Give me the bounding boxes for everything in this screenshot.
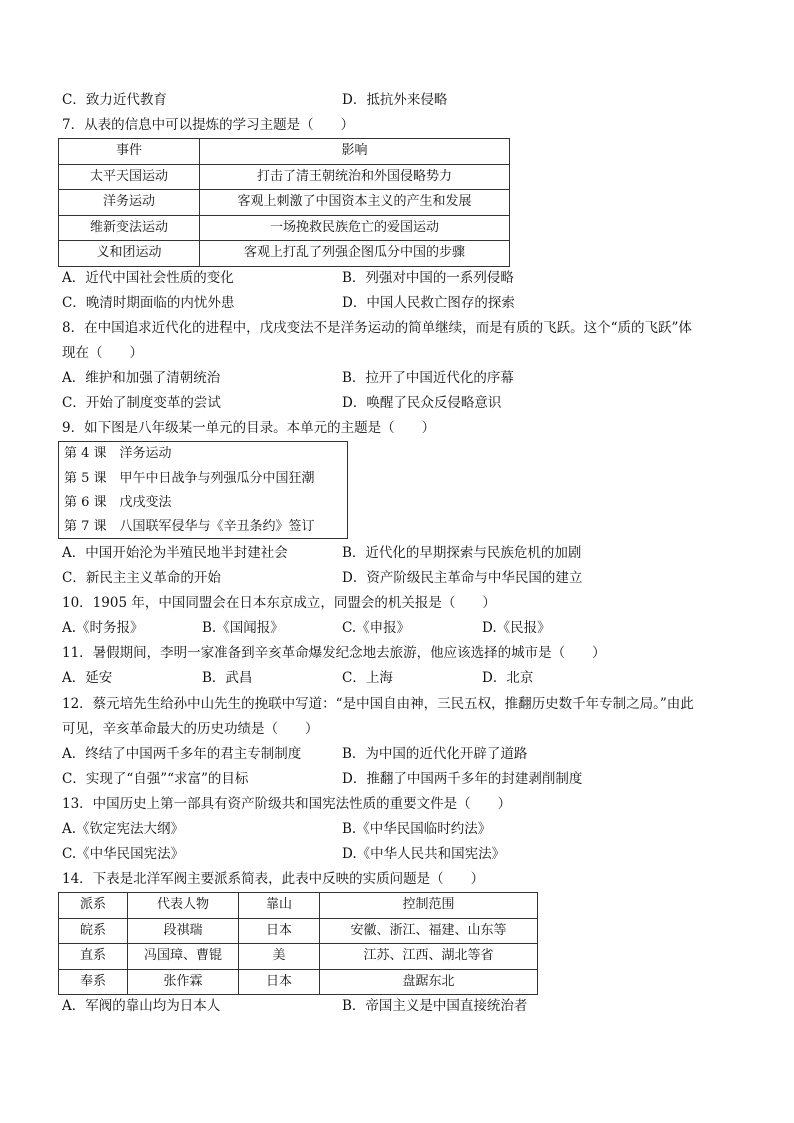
table-cell: 江苏、江西、湖北等省 (320, 944, 538, 970)
q11-option-b: B．武昌 (202, 670, 253, 686)
q9-option-d: D．资产阶级民主革命与中华民国的建立 (342, 570, 583, 586)
q13-option-b: B.《中华民国临时约法》 (342, 821, 492, 837)
table-header-cell: 事件 (59, 139, 200, 165)
q8-stem-line1: 8．在中国追求近代化的进程中，戊戌变法不是洋务运动的简单继续，而是有质的飞跃。这个“质的飞跃”体 (62, 320, 692, 336)
q9-option-c: C．新民主主义革命的开始 (62, 570, 221, 586)
table-header-cell: 控制范围 (320, 893, 538, 919)
table-cell: 洋务运动 (59, 190, 200, 216)
table-cell: 日本 (239, 918, 320, 944)
table-row (59, 944, 538, 970)
q8-option-a: A．维护和加强了清朝统治 (62, 370, 221, 386)
q7-option-b: B．列强对中国的一系列侵略 (342, 270, 514, 286)
table-cell: 打击了清王朝统治和外国侵略势力 (200, 164, 510, 190)
q9-table-of-contents (58, 441, 348, 539)
q12-option-c: C．实现了“自强”“求富”的目标 (62, 771, 249, 787)
q11-option-d: D．北京 (482, 670, 534, 686)
q14-table (58, 892, 538, 995)
table-cell: 客观上刺激了中国资本主义的产生和发展 (200, 190, 510, 216)
q6-option-d: D．抵抗外来侵略 (342, 92, 448, 108)
table-header-row (59, 893, 538, 919)
q12-option-a: A．终结了中国两千多年的君主专制制度 (62, 746, 302, 762)
table-cell: 盘踞东北 (320, 969, 538, 995)
table-header-cell: 影响 (200, 139, 510, 165)
q11-option-a: A．延安 (62, 670, 113, 686)
table-cell: 皖系 (59, 918, 128, 944)
table-cell: 张作霖 (128, 969, 239, 995)
table-row (59, 969, 538, 995)
table-row (59, 918, 538, 944)
q10-option-c: C.《申报》 (342, 620, 411, 636)
q7-stem: 7．从表的信息中可以提炼的学习主题是（ ） (62, 117, 355, 133)
q14-option-b: B．帝国主义是中国直接统治者 (342, 998, 528, 1014)
q7-table (58, 138, 510, 267)
q12-option-b: B．为中国的近代化开辟了道路 (342, 746, 528, 762)
q14-option-a: A．军阀的靠山均为日本人 (62, 998, 221, 1014)
table-cell: 段祺瑞 (128, 918, 239, 944)
q9-option-a: A．中国开始沦为半殖民地半封建社会 (62, 545, 288, 561)
table-cell: 一场挽救民族危亡的爱国运动 (200, 215, 510, 241)
q11-option-c: C．上海 (342, 670, 393, 686)
q8-stem-line2: 现在（ ） (62, 345, 143, 361)
table-row (59, 190, 510, 216)
q6-option-c: C．致力近代教育 (62, 92, 167, 108)
table-row (59, 241, 510, 267)
table-header-cell: 派系 (59, 893, 128, 919)
q12-stem-line2: 可见，辛亥革命最大的历史功绩是（ ） (62, 721, 319, 737)
table-row (59, 215, 510, 241)
toc-item: 第 4 课 洋务运动 (64, 446, 172, 461)
q11-stem: 11．暑假期间，李明一家准备到辛亥革命爆发纪念地去旅游，他应该选择的城市是（ ） (62, 645, 606, 661)
table-cell: 安徽、浙江、福建、山东等 (320, 918, 538, 944)
table-header-cell: 代表人物 (128, 893, 239, 919)
table-header-row (59, 139, 510, 165)
table-cell: 太平天国运动 (59, 164, 200, 190)
table-cell: 义和团运动 (59, 241, 200, 267)
q12-option-d: D．推翻了中国两千多年的封建剥削制度 (342, 771, 583, 787)
toc-item: 第 6 课 戊戌变法 (64, 495, 172, 510)
q9-option-b: B．近代化的早期探索与民族危机的加剧 (342, 545, 582, 561)
q8-option-c: C．开始了制度变革的尝试 (62, 395, 221, 411)
q10-option-a: A.《时务报》 (62, 620, 144, 636)
toc-item: 第 7 课 八国联军侵华与《辛丑条约》签订 (64, 519, 315, 534)
table-cell: 冯国璋、曹锟 (128, 944, 239, 970)
q8-option-d: D．唤醒了民众反侵略意识 (342, 395, 502, 411)
table-cell: 直系 (59, 944, 128, 970)
q13-stem: 13．中国历史上第一部具有资产阶级共和国宪法性质的重要文件是（ ） (62, 796, 512, 812)
table-cell: 维新变法运动 (59, 215, 200, 241)
q7-option-d: D．中国人民救亡图存的探索 (342, 295, 515, 311)
q13-option-d: D.《中华人民共和国宪法》 (342, 846, 506, 862)
q10-option-d: D.《民报》 (482, 620, 551, 636)
table-cell: 日本 (239, 969, 320, 995)
table-row (59, 164, 510, 190)
q14-stem: 14．下表是北洋军阀主要派系简表，此表中反映的实质问题是（ ） (62, 871, 485, 887)
q10-stem: 10．1905 年，中国同盟会在日本东京成立，同盟会的机关报是（ ） (62, 595, 496, 611)
table-cell: 奉系 (59, 969, 128, 995)
table-header-cell: 靠山 (239, 893, 320, 919)
q8-option-b: B．拉开了中国近代化的序幕 (342, 370, 514, 386)
q7-option-c: C．晚清时期面临的内忧外患 (62, 295, 235, 311)
q10-option-b: B.《国闻报》 (202, 620, 284, 636)
q12-stem-line1: 12．蔡元培先生给孙中山先生的挽联中写道：“是中国自由神，三民五权，推翻历史数千年专制之局。”由此 (62, 696, 694, 712)
q7-option-a: A．近代中国社会性质的变化 (62, 270, 234, 286)
q13-option-c: C.《中华民国宪法》 (62, 846, 185, 862)
toc-item: 第 5 课 甲午中日战争与列强瓜分中国狂潮 (64, 471, 315, 486)
q13-option-a: A.《钦定宪法大纲》 (62, 821, 185, 837)
q9-stem: 9．如下图是八年级某一单元的目录。本单元的主题是（ ） (62, 420, 436, 436)
table-cell: 美 (239, 944, 320, 970)
table-cell: 客观上打乱了列强企图瓜分中国的步骤 (200, 241, 510, 267)
